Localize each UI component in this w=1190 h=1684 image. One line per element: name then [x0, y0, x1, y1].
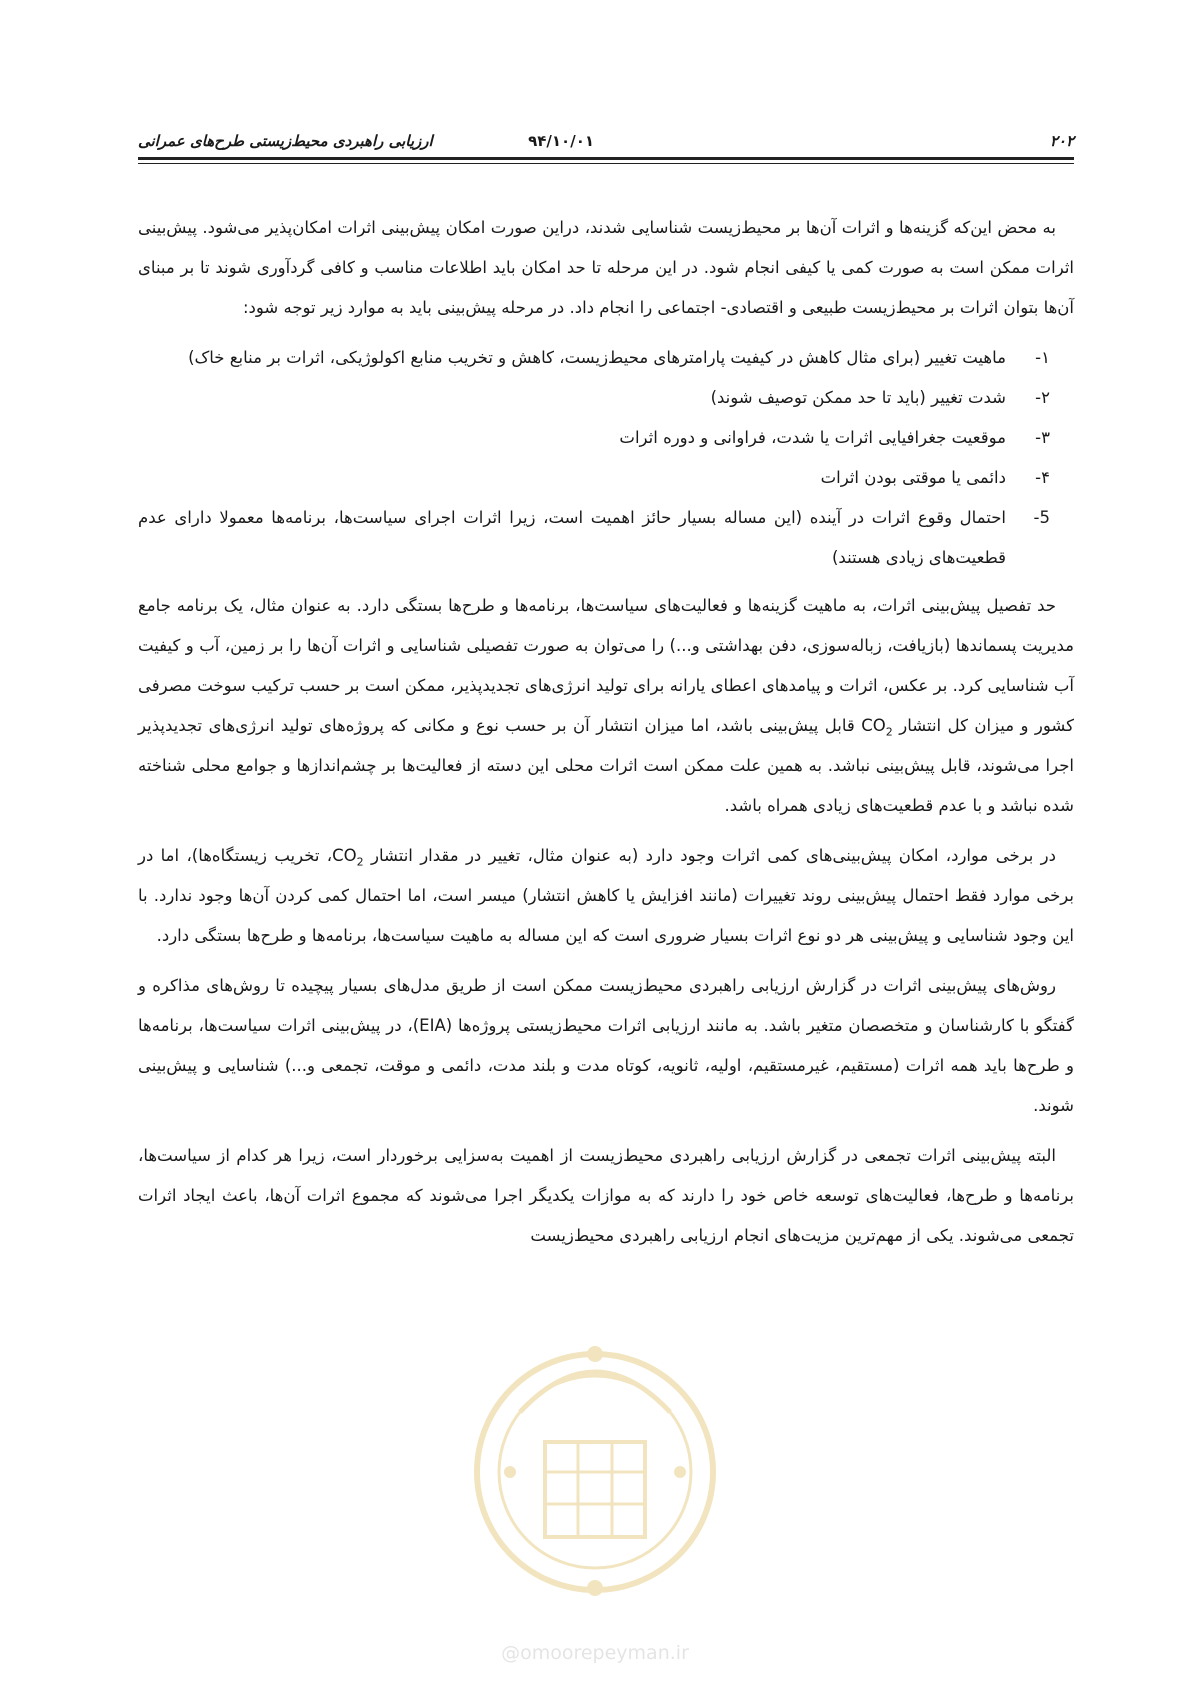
chemical-formula	[332, 846, 364, 869]
chemical-formula	[861, 716, 893, 739]
list-text: احتمال وقوع اثرات در آینده (این مساله بسیار حائز اهمیت است، زیرا اثرات اجرای سیاست‌ها، برنامه‌ها معمولا دارای عدم قطعیت‌های زیادی هستند)	[138, 508, 1006, 567]
cumulative-paragraph: البته پیش‌بینی اثرات تجمعی در گزارش ارزیابی راهبردی محیط‌زیست از اهمیت به‌سزایی برخوردار است، زیرا هر کدام از سیاست‌ها، برنامه‌ها و طرح‌ها، فعالیت‌های توسعه خاص خود را دارند که به موازات یکدیگر اجرا می‌شوند که مجموع اثرات آن‌ها، باعث ایجاد اثرات تجمعی می‌شوند. یکی از مهم‌ترین مزیت‌های انجام ارزیابی راهبردی محیط‌زیست	[138, 1146, 1074, 1245]
list-item	[138, 418, 1050, 458]
header-rule-thick	[138, 157, 1074, 160]
text-run: ، تخریب زیستگاه‌ها)، اما در برخی موارد فقط احتمال پیش‌بینی روند تغییرات (مانند افزایش یا کاهش انتشار) میسر است، اما احتمال کمی کردن آن‌ها وجود ندارد. با این وجود شناسایی و پیش‌بینی هر دو نوع اثرات بسیار ضروری است که این مساله به ماهیت سیاست‌ها، برنامه‌ها و طرح‌ها بستگی دارد.	[138, 846, 1074, 945]
list-item	[138, 458, 1050, 498]
formula-base: CO	[332, 846, 357, 865]
list-item	[138, 338, 1050, 378]
text-run: قابل پیش‌بینی باشد، اما میزان انتشار آن بر حسب نوع و مکانی که پروژه‌های تولید انرژی‌های تجدیدپذیر اجرا می‌شوند، قابل پیش‌بینی نباشد. به همین علت ممکن است اثرات محلی این دسته از فعالیت‌ها بر چشم‌اندازها و جوامع محلی شناخته شده نباشد و با عدم قطعیت‌های زیادی همراه باشد.	[138, 716, 1074, 815]
watermark-site: @omoorepeyman.ir	[501, 1642, 689, 1664]
list-number: ۱-	[1035, 348, 1050, 367]
list-text: موقعیت جغرافیایی اثرات یا شدت، فراوانی و دوره اثرات	[619, 428, 1006, 447]
text-run: در برخی موارد، امکان پیش‌بینی‌های کمی اثرات وجود دارد (به عنوان مثال، تغییر در مقدار انتشار	[363, 846, 1056, 865]
header-date: ۹۴/۱۰/۰۱	[528, 132, 594, 150]
list-item	[138, 498, 1050, 578]
intro-paragraph: به محض این‌که گزینه‌ها و اثرات آن‌ها بر محیط‌زیست شناسایی شدند، دراین صورت امکان پیش‌بینی اثرات امکان‌پذیر می‌شود. پیش‌بینی اثرات ممکن است به صورت کمی یا کیفی انجام شود. در این مرحله تا حد امکان باید اطلاعات مناسب و کافی گردآوری شوند تا بر مبنای آن‌ها بتوان اثرات بر محیط‌زیست طبیعی و اقتصادی- اجتماعی را انجام داد. در مرحله پیش‌بینی باید به موارد زیر توجه شود:	[138, 218, 1074, 317]
prediction-criteria-list	[138, 338, 1074, 578]
running-header	[138, 128, 1074, 154]
list-item	[138, 378, 1050, 418]
body-text	[138, 208, 1074, 1608]
list-number: ۲-	[1035, 388, 1050, 407]
list-text: ماهیت تغییر (برای مثال کاهش در کیفیت پارامترهای محیط‌زیست، کاهش و تخریب منابع اکولوژیکی، اثرات بر منابع خاک)	[188, 348, 1006, 367]
formula-subscript: 2	[356, 855, 364, 869]
list-number: 5-	[1033, 508, 1050, 527]
list-number: ۴-	[1035, 468, 1050, 487]
list-text: شدت تغییر (باید تا حد ممکن توصیف شوند)	[710, 388, 1006, 407]
list-number: ۳-	[1035, 428, 1050, 447]
page-number: ۲۰۲	[1049, 132, 1074, 150]
quantitative-paragraph	[138, 836, 1074, 956]
header-title: ارزیابی راهبردی محیط‌زیستی طرح‌های عمرانی	[138, 132, 433, 150]
list-text: دائمی یا موقتی بودن اثرات	[820, 468, 1006, 487]
formula-subscript: 2	[885, 725, 893, 739]
formula-base: CO	[861, 716, 886, 735]
text-run: حد تفصیل پیش‌بینی اثرات، به ماهیت گزینه‌ها و فعالیت‌های سیاست‌ها، برنامه‌ها و طرح‌ها بستگی دارد. به عنوان مثال، یک برنامه جامع مدیریت پسماندها (بازیافت، زباله‌سوزی، دفن بهداشتی و...) را می‌توان به صورت تفصیلی شناسایی و اثرات آن‌ها را بر زمین، آب و کیفیت آب شناسایی کرد. بر عکس، اثرات و پیامدهای اعطای یارانه برای تولید انرژی‌های تجدیدپذیر، ممکن است بر حسب ترکیب سوخت مصرفی کشور و میزان کل انتشار	[138, 596, 1074, 735]
methods-paragraph: روش‌های پیش‌بینی اثرات در گزارش ارزیابی راهبردی محیط‌زیست ممکن است از طریق مدل‌های بسیار پیچیده تا روش‌های مذاکره و گفتگو با کارشناسان و متخصصان متغیر باشد. به مانند ارزیابی اثرات محیط‌زیستی پروژه‌ها (EIA)، در پیش‌بینی اثرات سیاست‌ها، برنامه‌ها و طرح‌ها باید همه اثرات (مستقیم، غیرمستقیم، اولیه، ثانویه، کوتاه مدت و بلند مدت، دائمی و موقت، تجمعی و...) شناسایی و پیش‌بینی شوند.	[138, 976, 1074, 1115]
detail-paragraph	[138, 586, 1074, 826]
header-rule-thin	[138, 163, 1074, 164]
